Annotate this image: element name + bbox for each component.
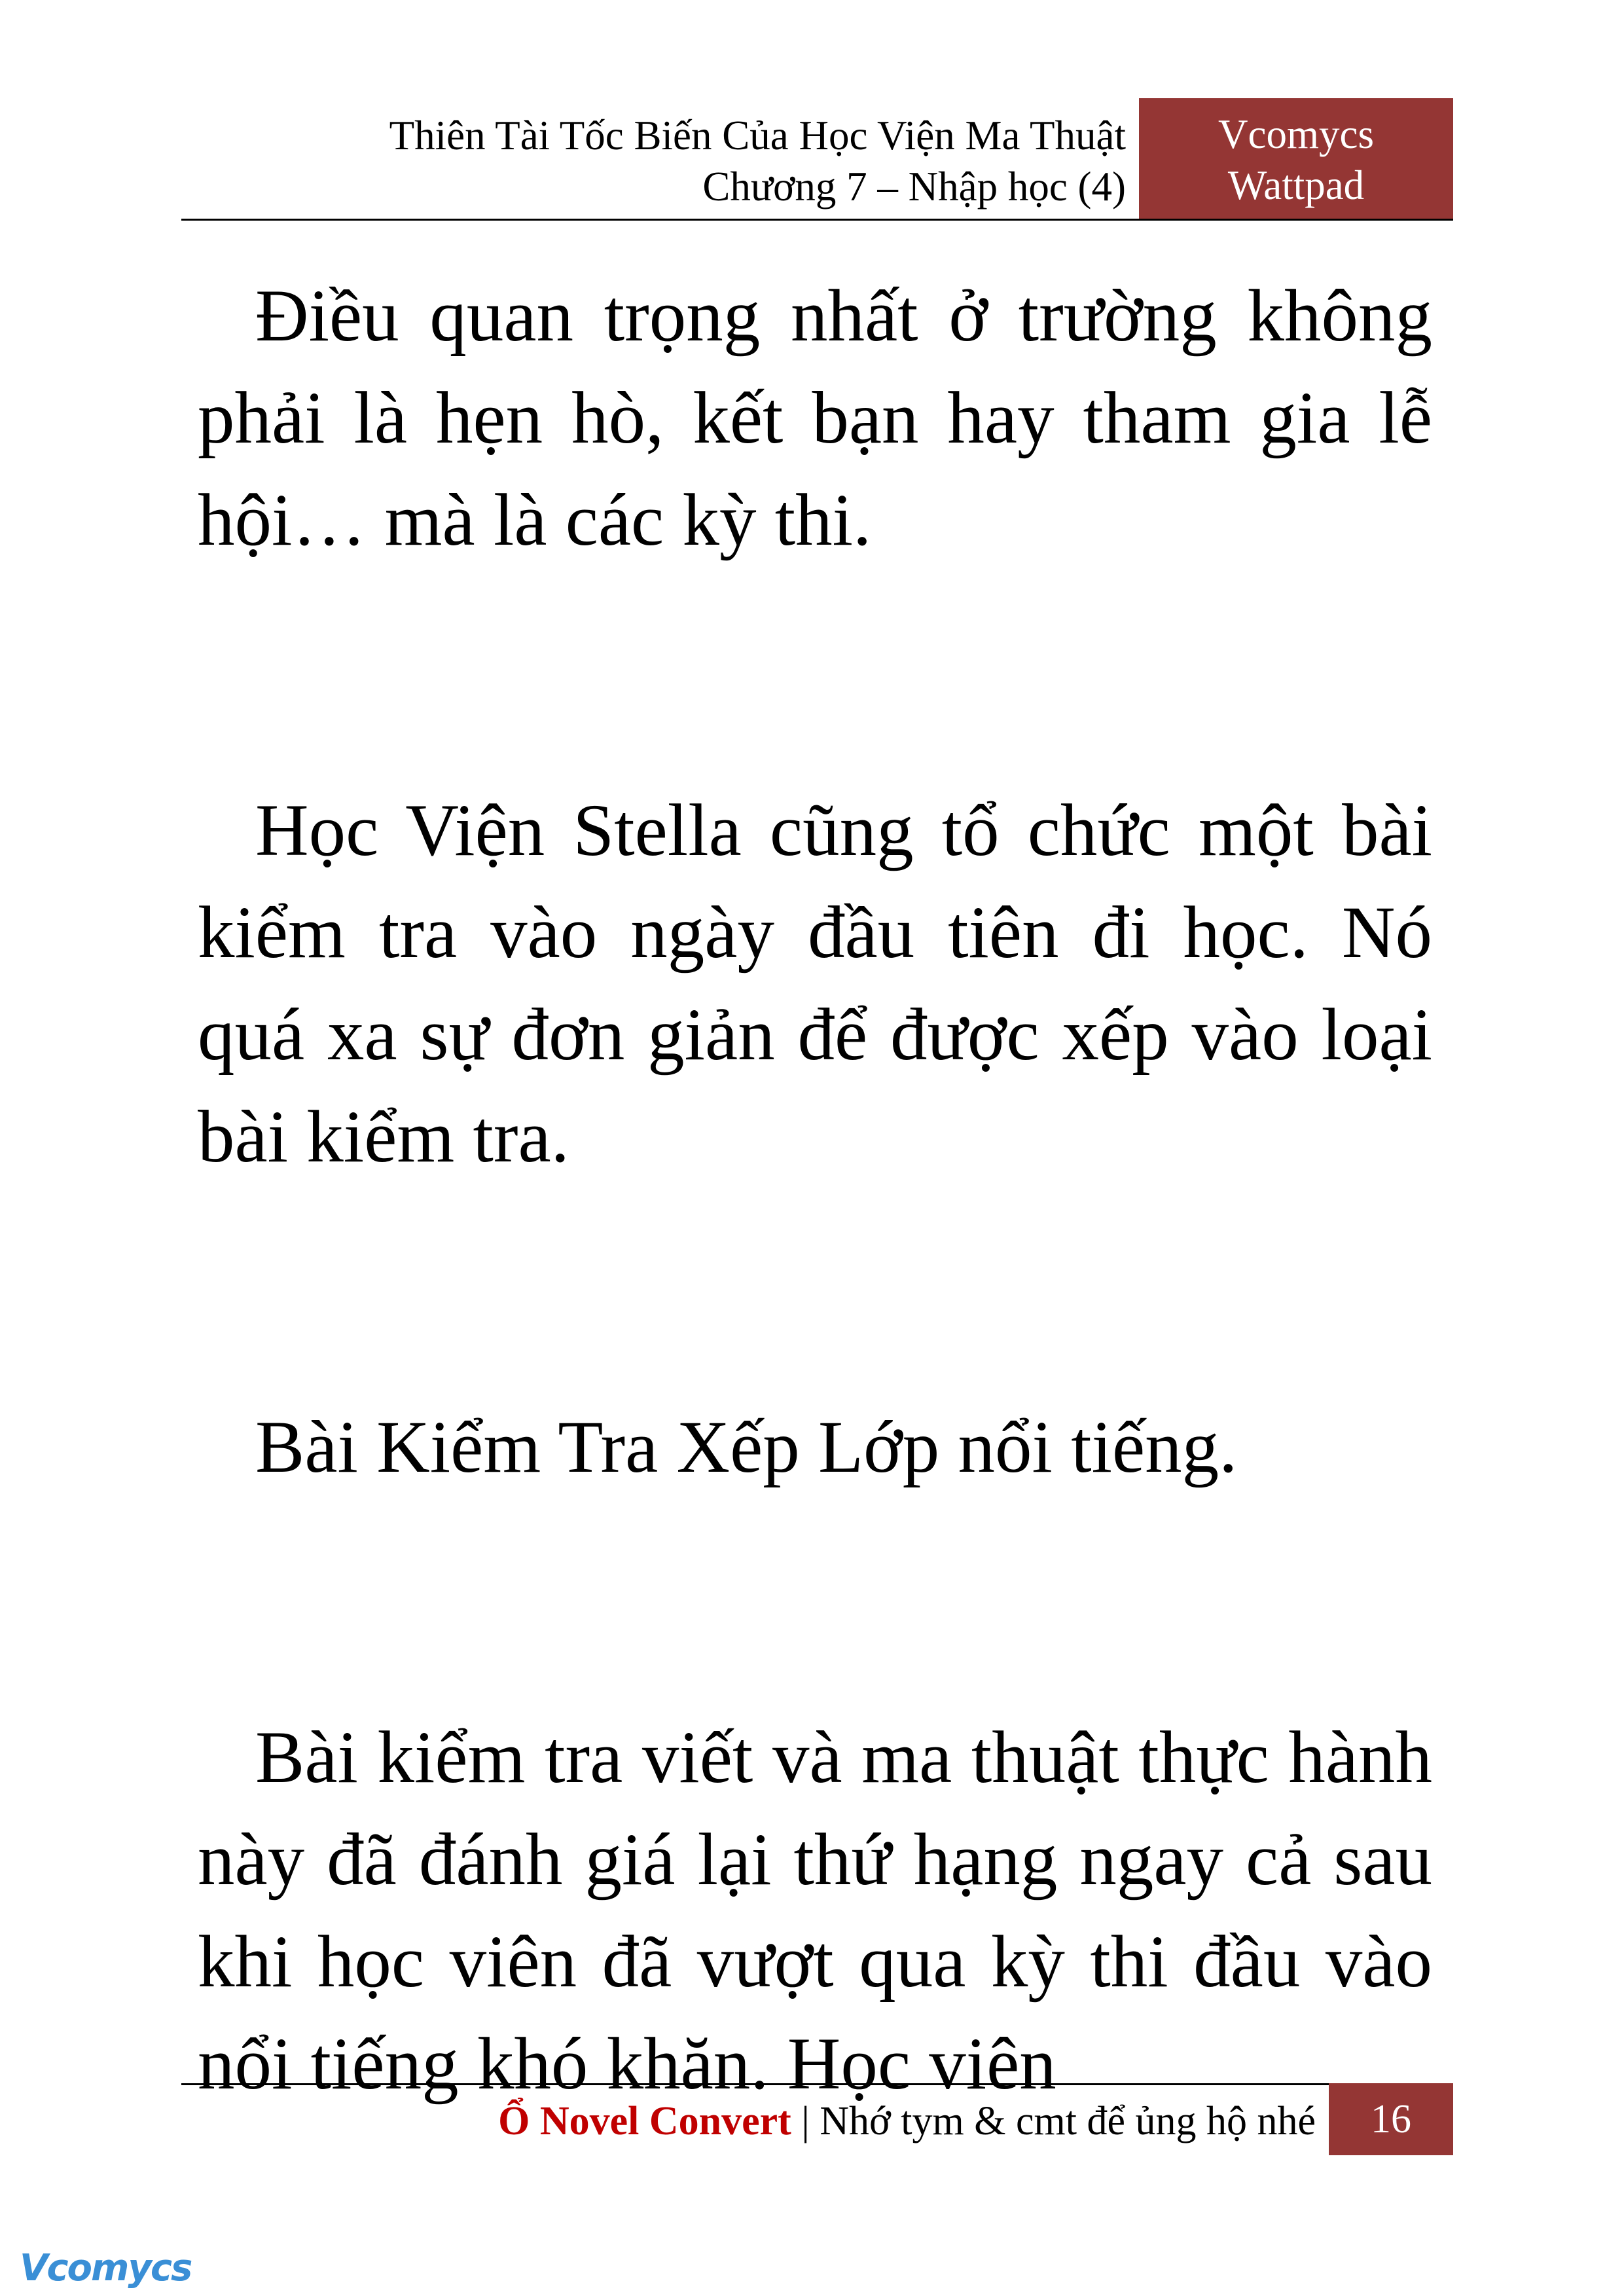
header-divider — [181, 219, 1453, 221]
chapter-title: Chương 7 – Nhập học (4) — [702, 164, 1126, 210]
source-badge — [1139, 98, 1453, 220]
source-badge-line1: Vcomycs — [1218, 111, 1374, 157]
page-number: 16 — [1329, 2083, 1453, 2155]
footer-separator: | — [791, 2099, 820, 2143]
footer-divider — [181, 2083, 1453, 2085]
paragraph: Bài kiểm tra viết và ma thuật thực hành này đã đánh giá lại thứ hạng ngay cả sau khi học viên đã vượt qua kỳ thi đầu vào nổi tiếng khó khăn. Học viên — [198, 1717, 1432, 2105]
footer-text — [498, 2095, 1316, 2147]
footer-brand: Ổ Novel Convert — [498, 2099, 791, 2143]
paragraph: Điều quan trọng nhất ở trường không phải là hẹn hò, kết bạn hay tham gia lễ hội… mà là các kỳ thi. — [198, 275, 1432, 561]
paragraph: Bài Kiểm Tra Xếp Lớp nổi tiếng. — [255, 1406, 1238, 1488]
source-badge-line2: Wattpad — [1227, 162, 1365, 208]
header-titles — [389, 110, 1126, 212]
paragraph: Học Viện Stella cũng tổ chức một bài kiểm tra vào ngày đầu tiên đi học. Nó quá xa sự đơn giản để được xếp vào loại bài kiểm tra. — [198, 790, 1432, 1178]
chapter-body — [198, 265, 1432, 2115]
page-header — [181, 98, 1453, 220]
page-footer — [181, 2083, 1453, 2155]
book-title: Thiên Tài Tốc Biến Của Học Viện Ma Thuật — [389, 113, 1126, 158]
vcomycs-logo: Vcomycs — [20, 2247, 192, 2289]
footer-message: Nhớ tym & cmt để ủng hộ nhé — [820, 2099, 1316, 2143]
